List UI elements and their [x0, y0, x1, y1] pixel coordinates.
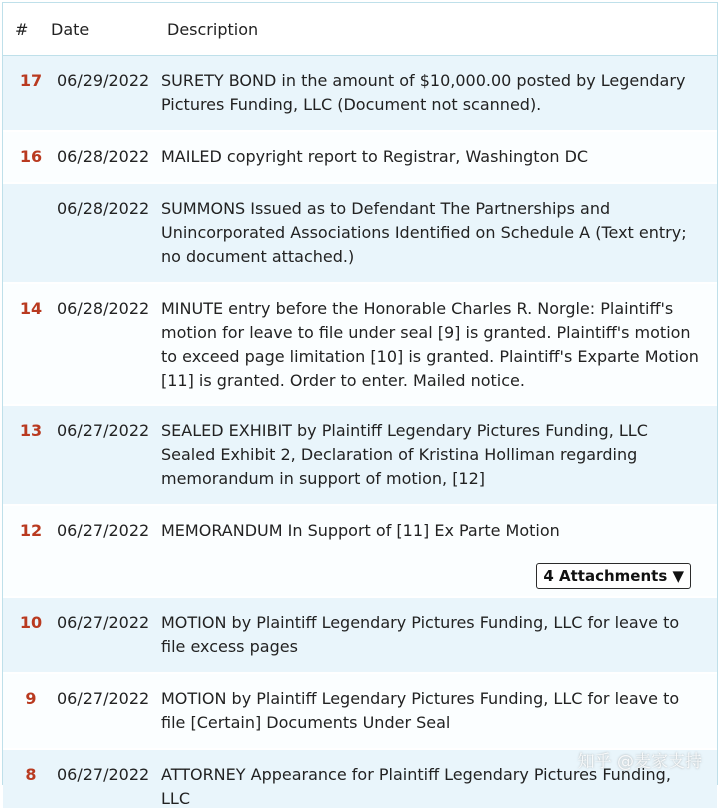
entry-date: 06/29/2022 — [57, 71, 150, 90]
entry-number[interactable]: 13 — [19, 421, 43, 440]
entry-number[interactable]: 14 — [19, 299, 43, 318]
entry-number[interactable]: 16 — [19, 147, 43, 166]
entry-number[interactable]: 10 — [19, 613, 43, 632]
entry-number[interactable]: 8 — [25, 765, 37, 784]
attachments-wrap — [161, 563, 703, 589]
entry-description: SUMMONS Issued as to Defendant The Partnerships and Unincorporated Associations Identified on Schedule A (Text entry; no document attached.) — [161, 199, 687, 266]
table-row — [3, 184, 717, 284]
watermark-text: 知乎 @麦家支持 — [577, 752, 702, 772]
header-description: Description — [167, 19, 259, 39]
entry-description: ATTORNEY Appearance for Plaintiff Legendary Pictures Funding, LLC — [161, 765, 671, 808]
header-number: # — [15, 19, 29, 39]
entry-description: MINUTE entry before the Honorable Charles R. Norgle: Plaintiff's motion for leave to file under seal [9] is granted. Plaintiff's motion to exceed page limitation [10] is granted. Plaintiff's Exparte Motion [11] is granted. Order to enter. Mailed notice. — [161, 299, 699, 390]
entry-number[interactable]: 9 — [25, 689, 37, 708]
attachments-dropdown-button[interactable]: 4 Attachments ▼ — [536, 563, 691, 589]
entry-date: 06/28/2022 — [57, 147, 150, 166]
docket-table — [2, 2, 718, 808]
table-row — [3, 598, 717, 674]
table-row — [3, 56, 717, 132]
entry-date: 06/27/2022 — [57, 421, 150, 440]
entry-description: SEALED EXHIBIT by Plaintiff Legendary Pictures Funding, LLC Sealed Exhibit 2, Declaration of Kristina Holliman regarding memorandum in support of motion, [12] — [161, 421, 648, 488]
table-row — [3, 284, 717, 406]
table-row — [3, 132, 717, 184]
entry-date: 06/27/2022 — [57, 689, 150, 708]
table-row — [3, 674, 717, 750]
entry-date: 06/28/2022 — [57, 299, 150, 318]
entry-description-block — [161, 519, 717, 589]
entry-date: 06/28/2022 — [57, 199, 150, 218]
table-header — [3, 3, 717, 56]
table-row — [3, 506, 717, 598]
entry-number[interactable]: 17 — [19, 71, 43, 90]
entry-date: 06/27/2022 — [57, 765, 150, 784]
table-row — [3, 406, 717, 506]
header-date: Date — [51, 19, 90, 39]
entry-description: SURETY BOND in the amount of $10,000.00 posted by Legendary Pictures Funding, LLC (Document not scanned). — [161, 71, 686, 114]
entry-description: MOTION by Plaintiff Legendary Pictures Funding, LLC for leave to file excess pages — [161, 613, 680, 656]
entry-number[interactable]: 12 — [19, 521, 43, 540]
entry-description: MAILED copyright report to Registrar, Washington DC — [161, 147, 589, 166]
entry-date: 06/27/2022 — [57, 521, 150, 540]
entry-date: 06/27/2022 — [57, 613, 150, 632]
entry-description: MOTION by Plaintiff Legendary Pictures Funding, LLC for leave to file [Certain] Documents Under Seal — [161, 689, 680, 732]
entry-description: MEMORANDUM In Support of [11] Ex Parte Motion — [161, 521, 560, 540]
